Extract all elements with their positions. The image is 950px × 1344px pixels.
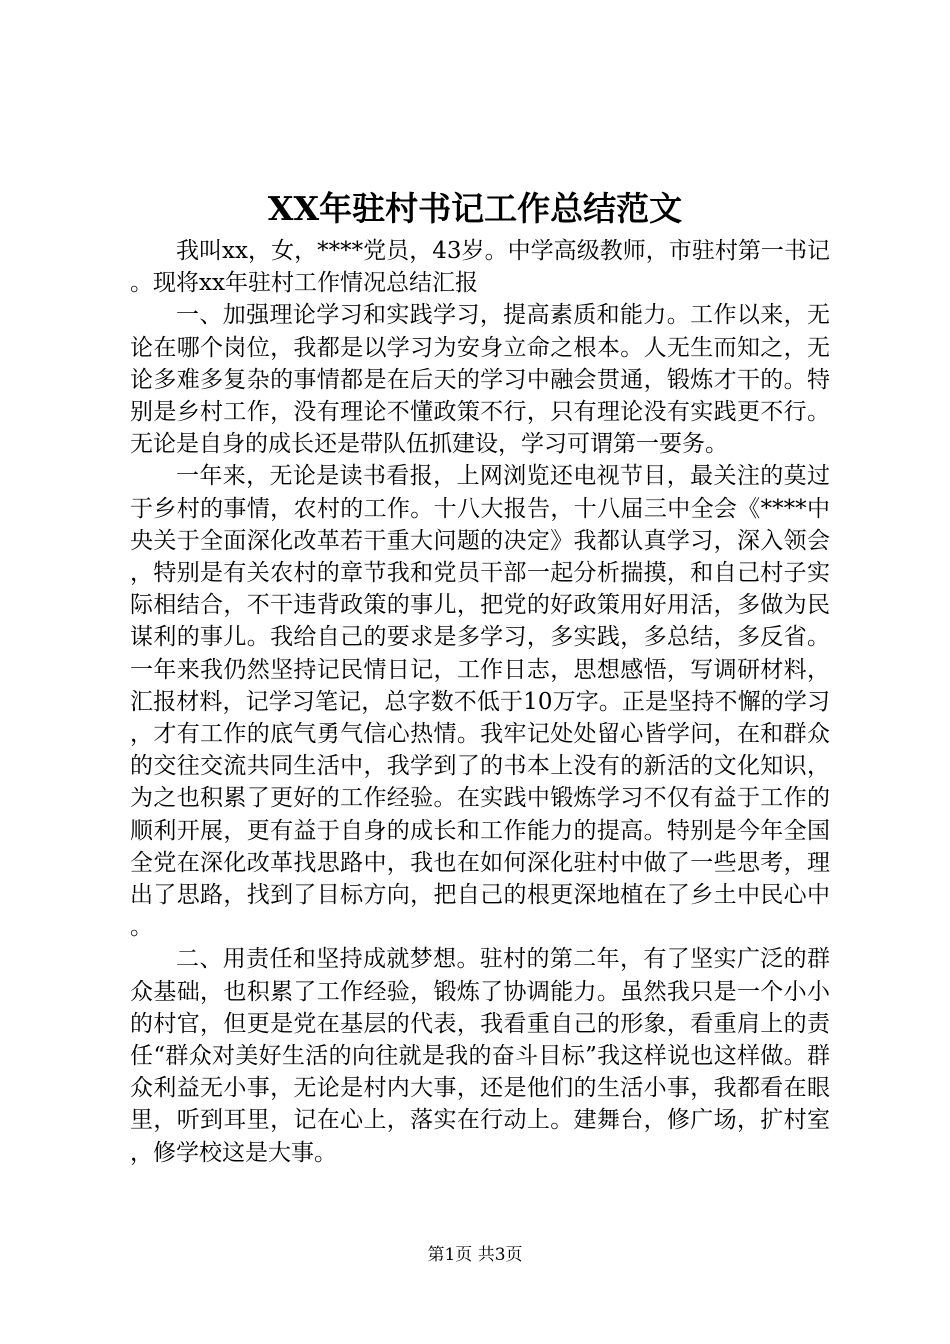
paragraph-study-details: 一年来，无论是读书看报，上网浏览还电视节目，最关注的莫过于乡村的事情，农村的工作。十八大报告，十八届三中全会《****中央关于全面深化改革若干重大问题的决定》我都认真学习，深入领会，特别是有关农村的章节我和党员干部一起分析揣摸，和自己村子实际相结合，不干违背政策的事儿，把党的好政策用好用活，多做为民谋利的事儿。我给自己的要求是多学习，多实践，多总结，多反省。一年来我仍然坚持记民情日记，工作日志，思想感悟，写调研材料，汇报材料，记学习笔记，总字数不低于10万字。正是坚持不懈的学习，才有工作的底气勇气信心热情。我牢记处处留心皆学问，在和群众的交往交流共同生活中，我学到了的书本上没有的新活的文化知识，为之也积累了更好的工作经验。在实践中锻炼学习不仅有益于工作的顺利开展，更有益于自身的成长和工作能力的提高。特别是今年全国全党在深化改革找思路中，我也在如何深化驻村中做了一些思考，理出了思路，找到了目标方向，把自己的根更深地植在了乡土中民心中。 [130, 463, 830, 941]
page-number-footer: 第1页 共3页 [427, 1245, 523, 1265]
document-title: XX年驻村书记工作总结范文 [267, 189, 683, 228]
paragraph-intro: 我叫xx，女，****党员，43岁。中学高级教师，市驻村第一书记。现将xx年驻村工作情况总结汇报 [130, 238, 830, 297]
paragraph-section-two: 二、用责任和坚持成就梦想。驻村的第二年，有了坚实广泛的群众基础，也积累了工作经验，锻炼了协调能力。虽然我只是一个小小的村官，但更是党在基层的代表，我看重自己的形象，看重肩上的责任“群众对美好生活的向往就是我的奋斗目标”我这样说也这样做。群众利益无小事，无论是村内大事，还是他们的生活小事，我都看在眼里，听到耳里，记在心上，落实在行动上。建舞台，修广场，扩村室，修学校这是大事。 [130, 946, 830, 1166]
document-body [130, 235, 830, 1169]
paragraph-section-one: 一、加强理论学习和实践学习，提高素质和能力。工作以来，无论在哪个岗位，我都是以学习为安身立命之根本。人无生而知之，无论多难多复杂的事情都是在后天的学习中融会贯通，锻炼才干的。特别是乡村工作，没有理论不懂政策不行，只有理论没有实践更不行。无论是自身的成长还是带队伍抓建设，学习可谓第一要务。 [130, 302, 830, 458]
